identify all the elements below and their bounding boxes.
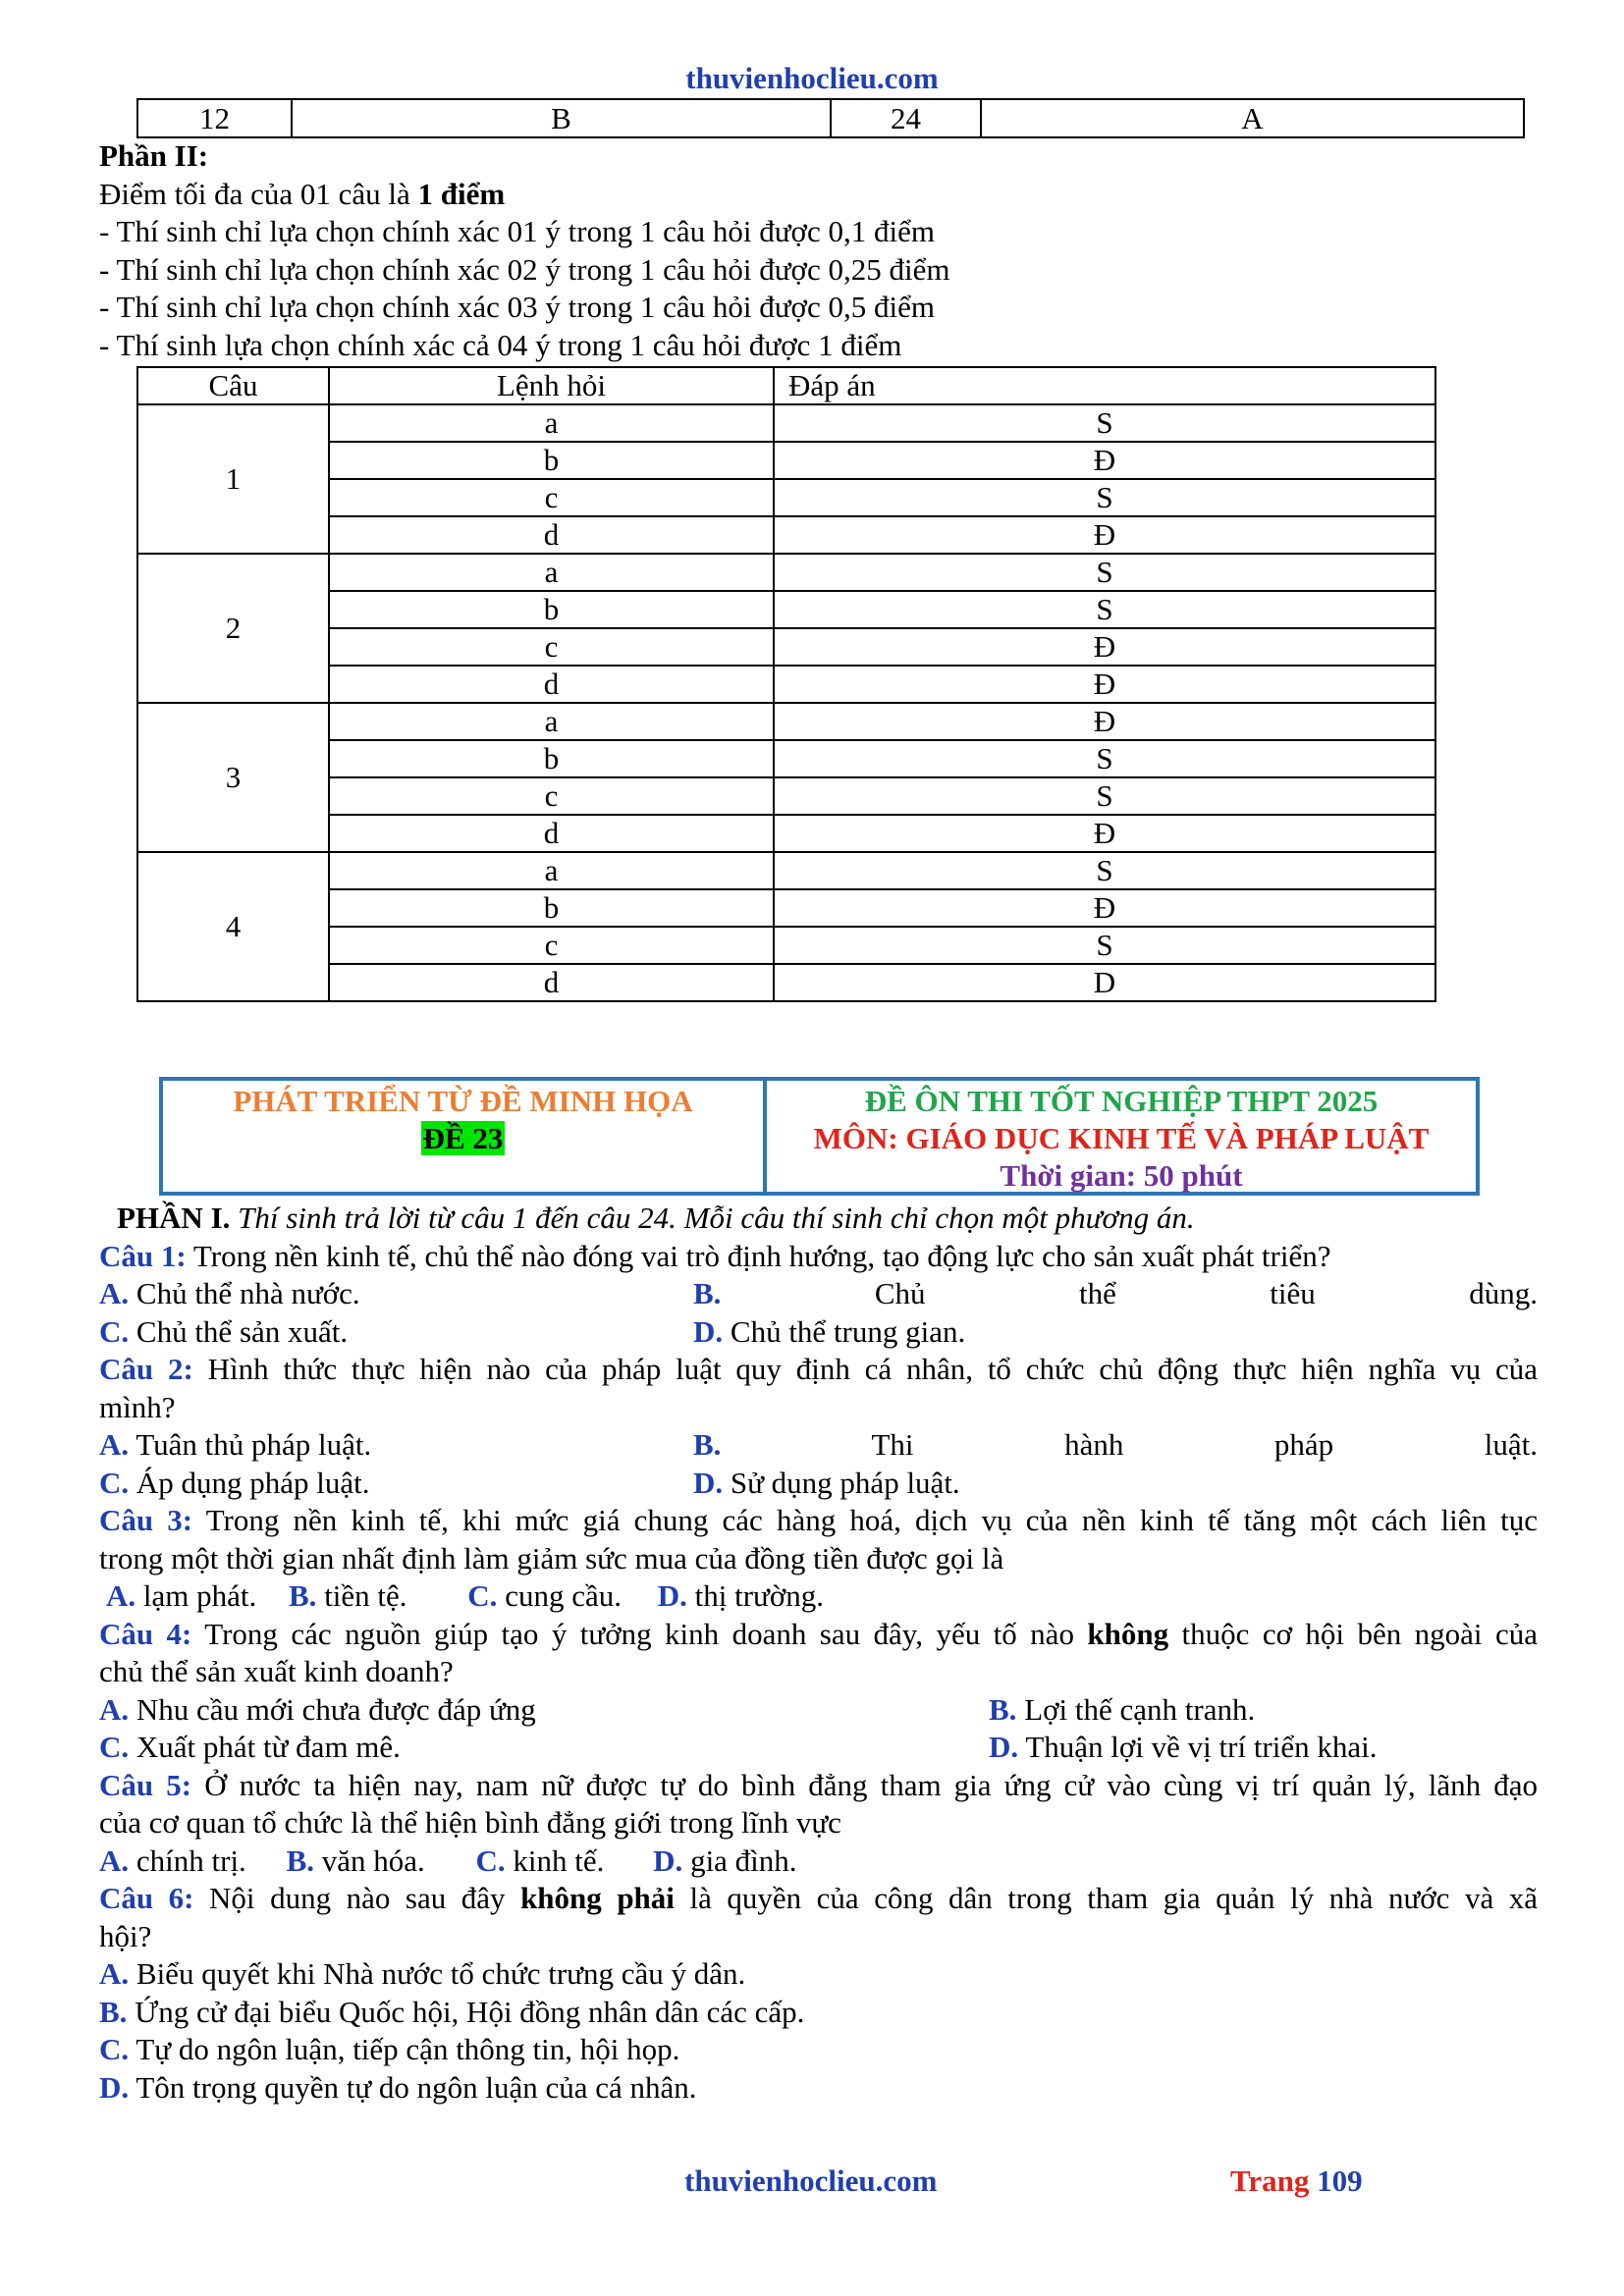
option-a: A. Nhu cầu mới chưa được đáp ứng <box>99 1691 536 1727</box>
table-header-row <box>137 367 1435 404</box>
item-letter-cell: b <box>329 740 774 777</box>
part1-heading: PHẦN I. Thí sinh trả lời từ câu 1 đến câu 24. Mỗi câu thí sinh chỉ chọn một phương án. <box>117 1201 1195 1235</box>
exam-info-cell <box>767 1081 1476 1192</box>
question-1-options <box>99 1275 1538 1313</box>
answer-cell: S <box>774 479 1435 516</box>
footer-site: thuvienhoclieu.com <box>684 2163 938 2198</box>
option-c: C. kinh tế. <box>475 1842 605 1878</box>
question-1: Câu 1: Trong nền kinh tế, chủ thể nào đóng vai trò định hướng, tạo động lực cho sản xuất phát triển? <box>99 1238 1331 1273</box>
table-row <box>137 479 1435 516</box>
question-2-options <box>99 1465 1538 1503</box>
item-letter-cell: b <box>329 442 774 479</box>
question-number-cell: 2 <box>137 554 329 703</box>
table-row <box>137 516 1435 554</box>
option-b: B. Lợi thế cạnh tranh. <box>989 1691 1256 1727</box>
table-row <box>137 554 1435 591</box>
part2-rule: - Thí sinh lựa chọn chính xác cả 04 ý trong 1 câu hỏi được 1 điểm <box>99 327 902 362</box>
option-d: D. Tôn trọng quyền tự do ngôn luận của cá nhân. <box>99 2069 697 2105</box>
option-a: A. Chủ thể nhà nước. <box>99 1276 360 1310</box>
question-4-options <box>99 1729 1538 1767</box>
answer-question-number: 24 <box>831 99 981 137</box>
question-5: Câu 5: Ở nước ta hiện nay, nam nữ được tự do bình đẳng tham gia ứng cử vào cùng vị trí quản lý, lãnh đạo <box>99 1767 1539 1802</box>
option-d: D. Thuận lợi về vị trí triển khai. <box>989 1730 1378 1764</box>
answer-cell: Đ <box>774 666 1435 703</box>
question-6: Câu 6: Nội dung nào sau đây không phải là quyền của công dân trong tham gia quản lý nhà nước và xã <box>99 1881 1538 1915</box>
answer-value: A <box>981 99 1524 137</box>
answer-cell: Đ <box>774 815 1435 852</box>
answer-cell: S <box>774 554 1435 591</box>
question-5-cont: của cơ quan tổ chức là thể hiện bình đẳng giới trong lĩnh vực <box>99 1805 841 1840</box>
option-c: C. Áp dụng pháp luật. <box>99 1465 370 1500</box>
exam-title-box <box>159 1077 1480 1196</box>
answer-cell: Đ <box>774 516 1435 554</box>
part2-title: Phần II: <box>99 138 209 173</box>
page-number: 109 <box>1317 2163 1363 2198</box>
answer-question-number: 12 <box>137 99 292 137</box>
footer-page: Trang 109 <box>1230 2163 1363 2198</box>
item-letter-cell: a <box>329 554 774 591</box>
table-row <box>137 927 1435 964</box>
question-3-cont: trong một thời gian nhất định làm giảm sức mua của đồng tiền được gọi là <box>99 1540 1004 1575</box>
option-d: D. Sử dụng pháp luật. <box>693 1465 960 1500</box>
option-a: A. chính trị. <box>99 1842 246 1878</box>
answer-cell: Đ <box>774 628 1435 666</box>
part2-answer-table <box>136 366 1436 1002</box>
item-letter-cell: d <box>329 964 774 1001</box>
part2-max-score: Điểm tối đa của 01 câu là 1 điểm <box>99 176 506 211</box>
table-row <box>137 404 1435 442</box>
option-b: B. Chủ thể tiêu dùng. <box>693 1276 1538 1310</box>
exam-code: ĐỀ 23 <box>422 1121 504 1155</box>
exam-source-title: PHÁT TRIỂN TỪ ĐỀ MINH HỌA <box>233 1084 693 1118</box>
answer-value: B <box>292 99 831 137</box>
item-letter-cell: d <box>329 666 774 703</box>
question-3-options <box>99 1577 1538 1616</box>
answer-cell: S <box>774 852 1435 889</box>
table-row <box>137 591 1435 628</box>
option-a: A. Biểu quyết khi Nhà nước tổ chức trưng cầu ý dân. <box>99 1956 746 1991</box>
option-c: C. Tự do ngôn luận, tiếp cận thông tin, hội họp. <box>99 2032 680 2066</box>
question-4: Câu 4: Trong các nguồn giúp tạo ý tưởng kinh doanh sau đây, yếu tố nào không thuộc cơ hội bên ngoài của <box>99 1616 1538 1651</box>
questions-section <box>99 1200 1538 2107</box>
table-row <box>137 815 1435 852</box>
table-row <box>137 628 1435 666</box>
answer-cell: S <box>774 777 1435 815</box>
question-4-options <box>99 1691 1538 1730</box>
option-d: D. gia đình. <box>653 1842 797 1878</box>
question-4-cont: chủ thể sản xuất kinh doanh? <box>99 1654 454 1688</box>
part2-rules <box>99 137 1533 364</box>
question-6-cont: hội? <box>99 1918 152 1953</box>
option-c: C. Xuất phát từ đam mê. <box>99 1730 401 1764</box>
answer-cell: D <box>774 964 1435 1001</box>
option-a: A. Tuân thủ pháp luật. <box>99 1427 372 1462</box>
header-site: thuvienhoclieu.com <box>685 61 939 95</box>
answer-cell: Đ <box>774 889 1435 927</box>
table-row <box>137 777 1435 815</box>
answer-cell: Đ <box>774 442 1435 479</box>
item-letter-cell: c <box>329 479 774 516</box>
table-row <box>137 666 1435 703</box>
answer-cell: S <box>774 404 1435 442</box>
item-letter-cell: d <box>329 815 774 852</box>
exam-subject: MÔN: GIÁO DỤC KINH TẾ VÀ PHÁP LUẬT <box>813 1121 1430 1155</box>
option-b: B. tiền tệ. <box>289 1578 407 1613</box>
question-5-options <box>99 1842 1538 1881</box>
question-3: Câu 3: Trong nền kinh tế, khi mức giá chung các hàng hoá, dịch vụ của nền kinh tế tăng một cách liên tục <box>99 1503 1538 1537</box>
question-number-cell: 4 <box>137 852 329 1001</box>
question-2-cont: mình? <box>99 1389 176 1424</box>
answer-cell: S <box>774 740 1435 777</box>
exam-title: ĐỀ ÔN THI TỐT NGHIỆP THPT 2025 <box>864 1084 1379 1118</box>
item-letter-cell: b <box>329 591 774 628</box>
option-c: C. Chủ thể sản xuất. <box>99 1313 349 1349</box>
question-number-cell: 3 <box>137 703 329 852</box>
option-b: B. văn hóa. <box>286 1842 425 1878</box>
item-letter-cell: c <box>329 927 774 964</box>
part2-rule: - Thí sinh chỉ lựa chọn chính xác 03 ý trong 1 câu hỏi được 0,5 điểm <box>99 290 935 324</box>
item-letter-cell: a <box>329 404 774 442</box>
question-number-cell: 1 <box>137 404 329 554</box>
table-row <box>137 964 1435 1001</box>
exam-duration: Thời gian: 50 phút <box>1000 1158 1243 1193</box>
question-2-options <box>99 1426 1538 1465</box>
table-row <box>137 852 1435 889</box>
part2-rule: - Thí sinh chỉ lựa chọn chính xác 01 ý trong 1 câu hỏi được 0,1 điểm <box>99 214 935 248</box>
item-letter-cell: b <box>329 889 774 927</box>
column-header: Đáp án <box>774 367 1435 404</box>
item-letter-cell: a <box>329 703 774 740</box>
item-letter-cell: c <box>329 777 774 815</box>
exam-source-cell <box>163 1081 767 1192</box>
item-letter-cell: c <box>329 628 774 666</box>
answer-cell: S <box>774 591 1435 628</box>
table-row <box>137 889 1435 927</box>
column-header: Lệnh hỏi <box>329 367 774 404</box>
table-row <box>137 442 1435 479</box>
question-2: Câu 2: Hình thức thực hiện nào của pháp luật quy định cá nhân, tổ chức chủ động thực hiện nghĩa vụ của <box>99 1352 1539 1386</box>
option-a: A. lạm phát. <box>106 1578 257 1613</box>
option-d: D. Chủ thể trung gian. <box>693 1313 966 1349</box>
item-letter-cell: d <box>329 516 774 554</box>
answer-cell: Đ <box>774 703 1435 740</box>
part2-rule: - Thí sinh chỉ lựa chọn chính xác 02 ý trong 1 câu hỏi được 0,25 điểm <box>99 251 950 287</box>
answer-cell: S <box>774 927 1435 964</box>
option-d: D. thị trường. <box>657 1578 824 1613</box>
question-1-options <box>99 1313 1538 1352</box>
column-header: Câu <box>137 367 329 404</box>
table-row <box>137 703 1435 740</box>
answer-row-table <box>136 98 1525 138</box>
option-b: B. Thi hành pháp luật. <box>693 1427 1538 1462</box>
item-letter-cell: a <box>329 852 774 889</box>
table-row <box>137 99 1524 137</box>
option-b: B. Ứng cử đại biểu Quốc hội, Hội đồng nhân dân các cấp. <box>99 1994 805 2029</box>
option-c: C. cung cầu. <box>467 1578 622 1613</box>
table-row <box>137 740 1435 777</box>
